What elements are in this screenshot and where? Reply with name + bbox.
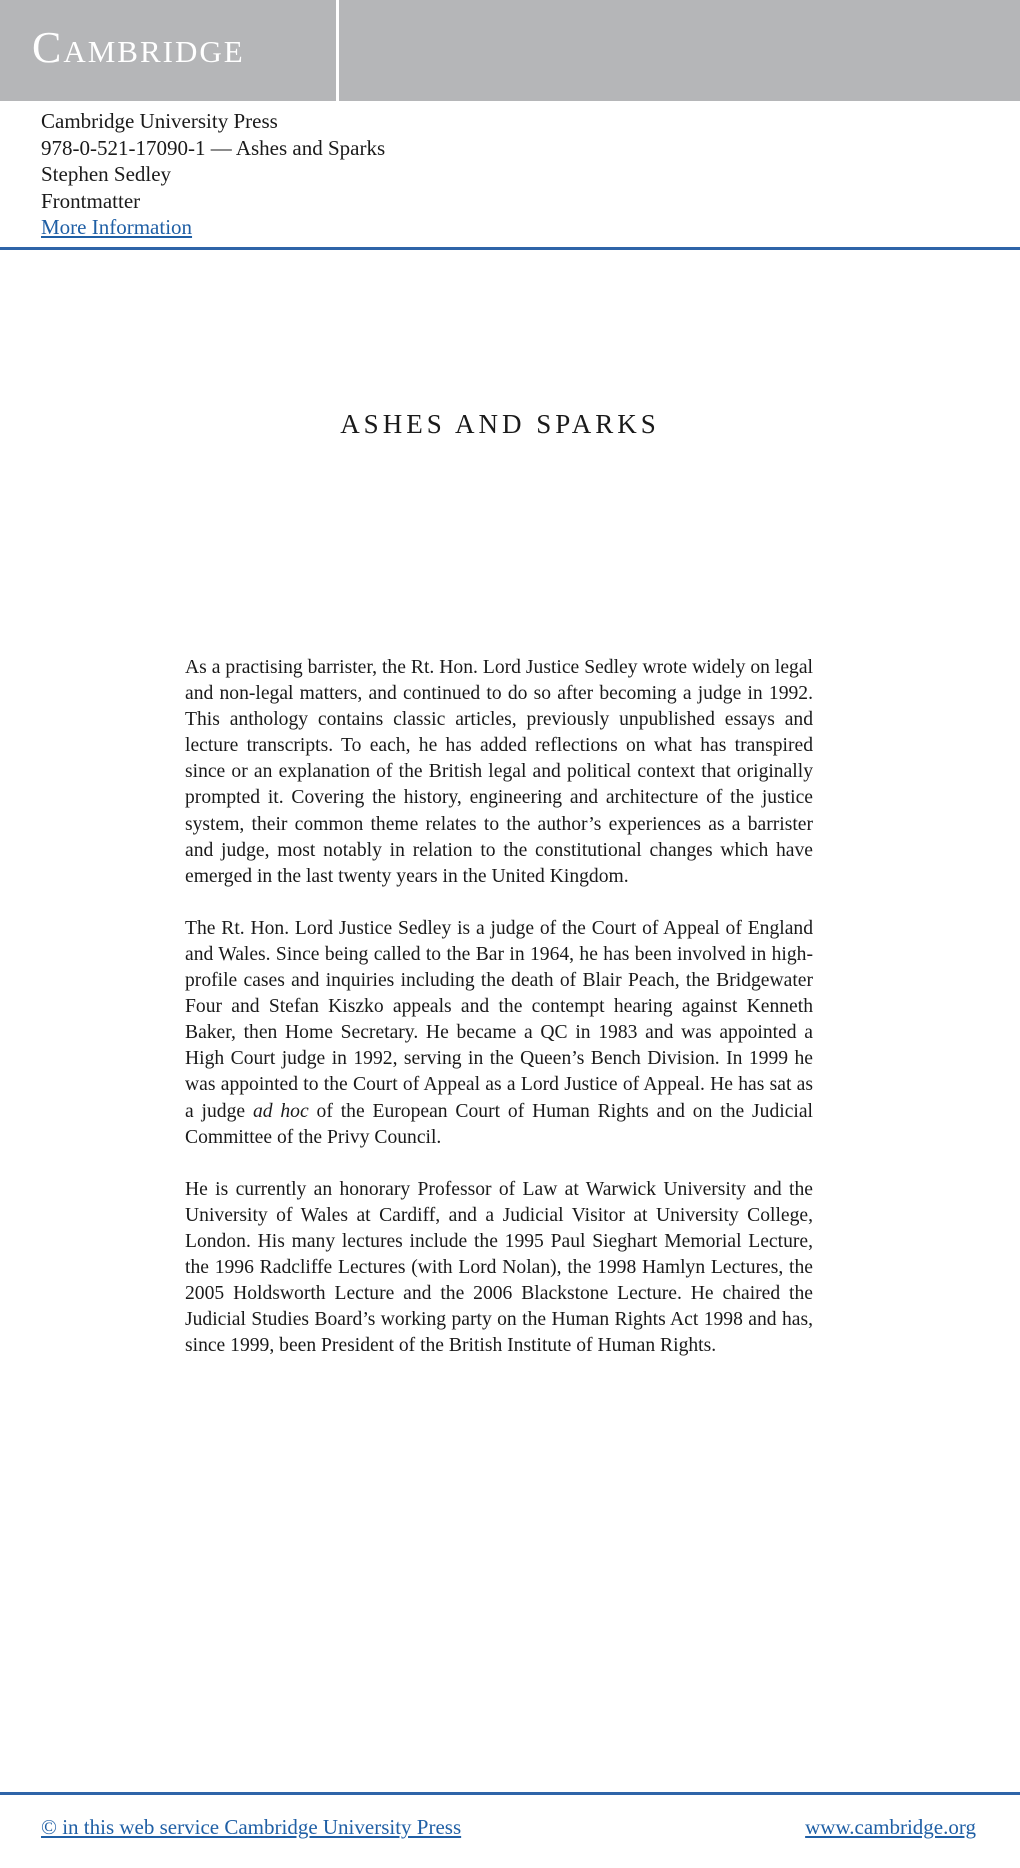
blurb-italic-phrase: ad hoc [252,1100,309,1122]
header-banner [0,0,1020,101]
blurb-paragraph-2 [185,916,813,1151]
book-title: ASHES AND SPARKS [340,409,660,439]
blurb-paragraph-1: As a practising barrister, the Rt. Hon. Lord Justice Sedley wrote widely on legal and non-legal matters, and continued to do so after becoming a judge in 1992. This anthology contains classic articles, previously unpublished essays and lecture transcripts. To each, he has added reflections on what has transpired since or an explanation of the British legal and political context that originally prompted it. Covering the history, engineering and architecture of the justice system, their common theme relates to the author’s experiences as a barrister and judge, most notably in relation to the constitutional changes which have emerged in the last twenty years in the United Kingdom. [185,657,813,887]
footer-rule [0,1792,1020,1795]
section-name: Frontmatter [41,188,141,213]
copyright-link[interactable]: © in this web service Cambridge University Press [41,1815,462,1839]
author-name: Stephen Sedley [41,162,172,186]
cambridge-logo: Cambridge [32,23,245,72]
book-metadata [41,108,385,241]
more-information-link[interactable]: More Information [41,215,193,239]
blurb-paragraph-2-text-b: of the European Court of Human Rights and on the Judicial Committee of the Privy Council. [185,1100,813,1148]
header-rule [0,247,1020,250]
banner-divider [336,0,339,101]
publisher-name: Cambridge University Press [41,109,278,133]
website-link[interactable]: www.cambridge.org [805,1815,976,1839]
blurb-paragraph-3: He is currently an honorary Professor of Law at Warwick University and the University of Wales at Cardiff, and a Judicial Visitor at University College, London. His many lectures include the 1995 Paul Sieghart Memorial Lecture, the 1996 Radcliffe Lectures (with Lord Nolan), the 1998 Hamlyn Lectures, the 2005 Holdsworth Lecture and the 2006 Blackstone Lecture. He chaired the Judicial Studies Board’s working party on the Human Rights Act 1998 and has, since 1999, been President of the British Institute of Human Rights. [185,1178,813,1357]
blurb-paragraph-2-text-a: The Rt. Hon. Lord Justice Sedley is a judge of the Court of Appeal of England and Wales. Since being called to the Bar in 1964, he has been involved in high-profile cases and inquiries including the death of Blair Peach, the Bridgewater Four and Stefan Kiszko appeals and the contempt hearing against Kenneth Baker, then Home Secretary. He became a QC in 1983 and was appointed a High Court judge in 1992, serving in the Queen’s Bench Division. In 1999 he was appointed to the Court of Appeal as a Lord Justice of Appeal. He has sat as a judge [185,917,813,1122]
book-blurb [185,655,813,1385]
isbn-title: 978-0-521-17090-1 — Ashes and Sparks [41,135,386,160]
